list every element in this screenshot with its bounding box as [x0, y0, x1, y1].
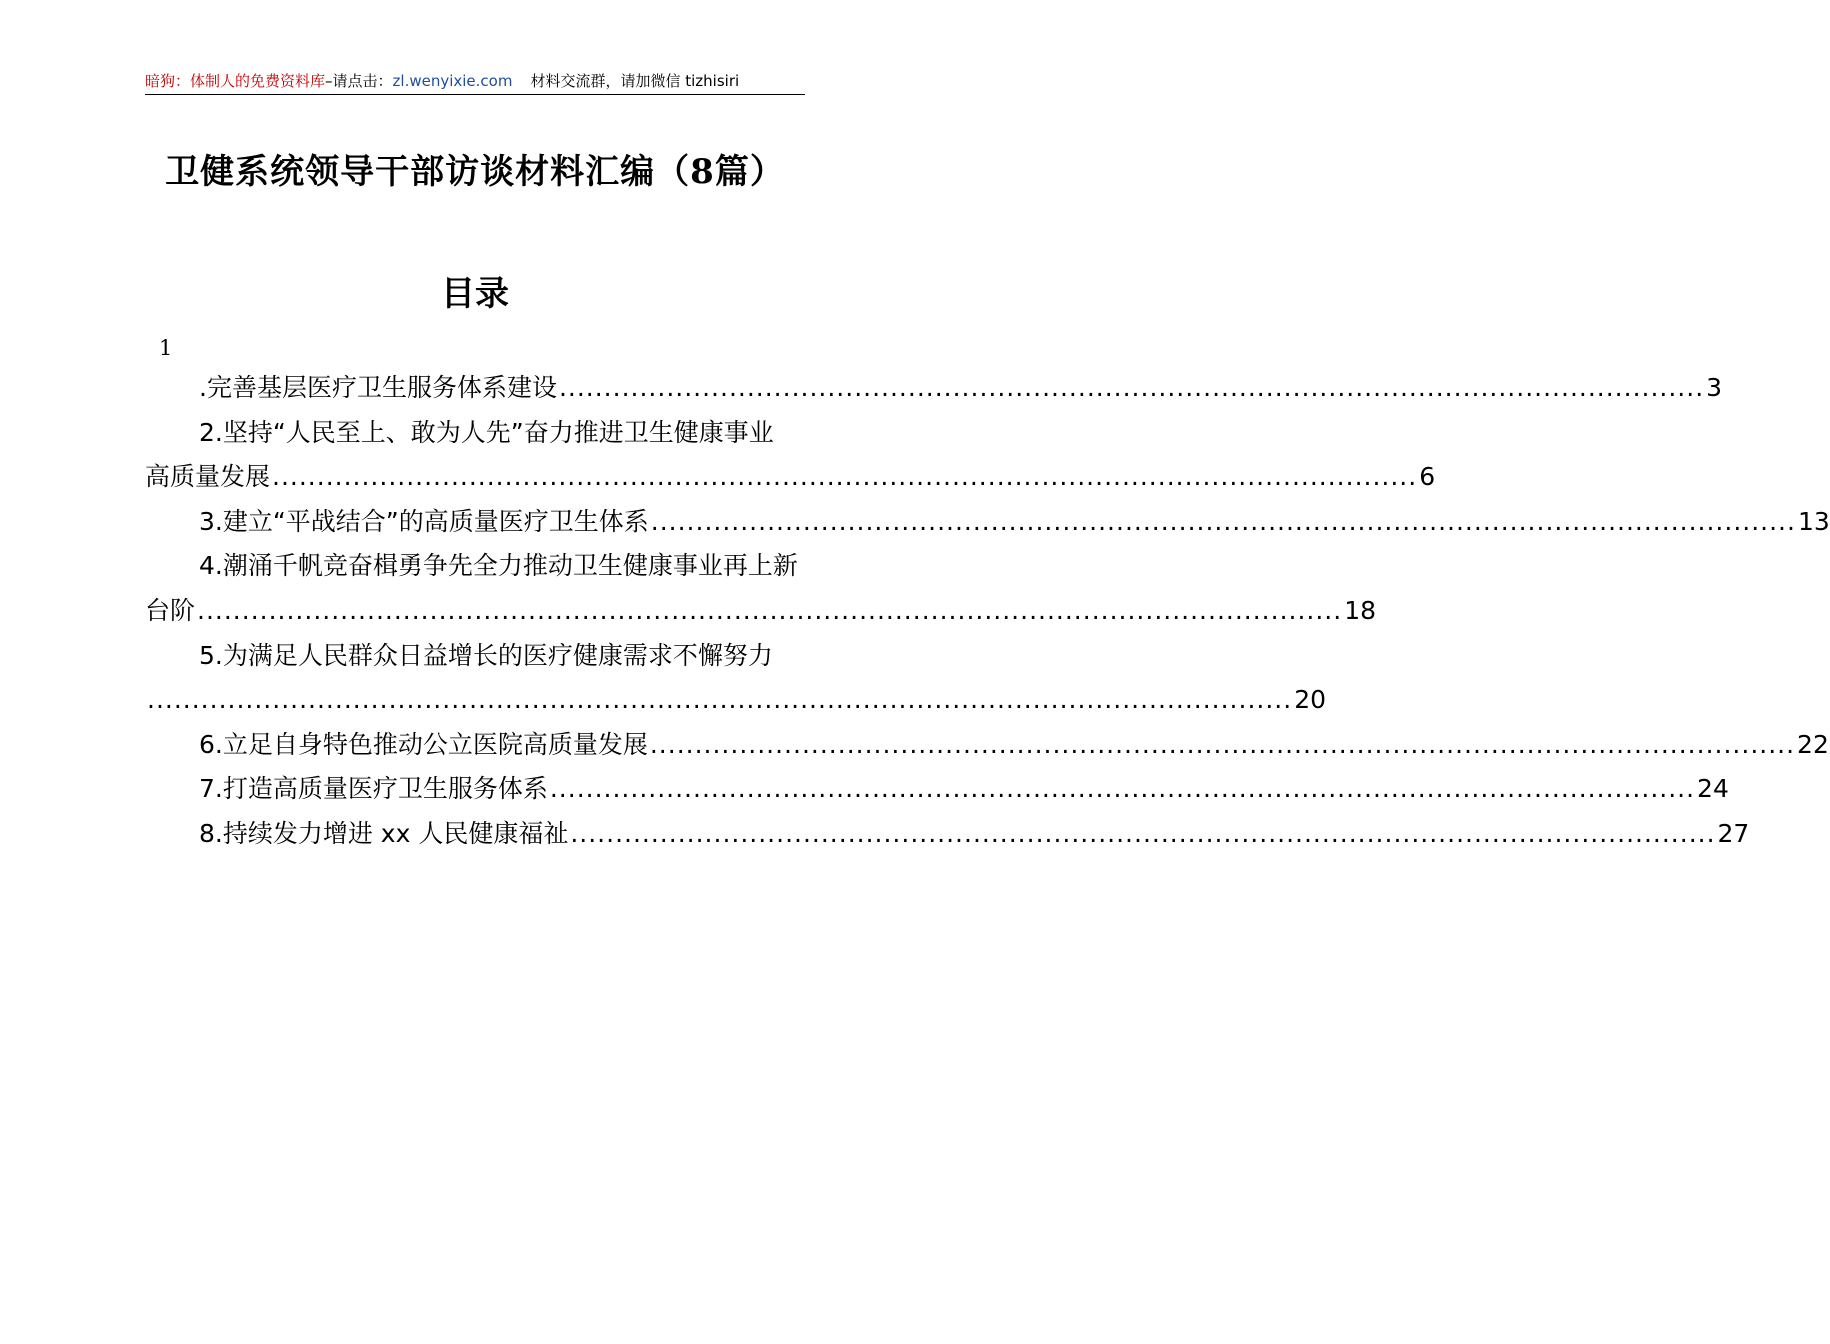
- toc-item-1-number: 1: [159, 336, 173, 360]
- toc-item-4-title-line2: 台阶: [145, 595, 196, 625]
- toc-item-8-title: 8.持续发力增进 xx 人民健康福祉: [199, 818, 569, 848]
- leader-dots: ................................................................................................................................: [570, 818, 1716, 848]
- leader-dots: ................................................................................................................................: [558, 373, 1705, 402]
- toc-item-5-cont[interactable]: [145, 678, 1326, 723]
- toc-item-6[interactable]: [145, 723, 1829, 768]
- toc-item-4[interactable]: [145, 544, 805, 589]
- toc-item-7-title: 7.打造高质量医疗卫生服务体系: [199, 774, 548, 804]
- toc-item-4-page: 18: [1344, 595, 1377, 625]
- toc-item-5-title: 5.为满足人民群众日益增长的医疗健康需求不懈努力: [199, 640, 773, 670]
- toc-item-6-page: 22: [1797, 729, 1829, 759]
- toc-item-7-page: 24: [1697, 774, 1729, 804]
- toc-item-8-page: 27: [1717, 818, 1750, 848]
- toc-item-7[interactable]: [145, 767, 1729, 812]
- toc-item-4-cont[interactable]: [145, 589, 1377, 634]
- leader-dots: ................................................................................................................................: [649, 729, 1796, 759]
- toc-item-2-cont[interactable]: [145, 455, 1436, 500]
- toc-item-2-page: 6: [1419, 462, 1436, 492]
- table-of-contents: [145, 330, 1830, 857]
- leader-dots: ................................................................................................................................: [549, 774, 1696, 804]
- leader-dots: ................................................................................................................................: [272, 462, 1418, 492]
- header-link[interactable]: zl.wenyixie.com: [392, 72, 513, 90]
- toc-item-1[interactable]: [145, 366, 1723, 411]
- leader-dots: ................................................................................................................................: [197, 595, 1343, 625]
- toc-item-5-page: 20: [1294, 685, 1326, 715]
- document-title: 卫健系统领导干部访谈材料汇编（8篇）: [165, 152, 785, 192]
- toc-item-3-page: 13: [1797, 506, 1830, 536]
- toc-item-6-title: 6.立足自身特色推动公立医院高质量发展: [199, 729, 648, 759]
- header-wechat-text: 材料交流群，请加微信 tizhisiri: [530, 72, 740, 90]
- page-header: [145, 68, 805, 95]
- toc-item-2-title-line1: 2.坚持“人民至上、敢为人先”奋力推进卫生健康事业: [199, 417, 774, 447]
- toc-item-2-title-line2: 高质量发展: [145, 462, 271, 492]
- header-promo-text: 暗狗：体制人的免费资料库: [145, 72, 326, 90]
- leader-dots: ................................................................................................................................: [147, 685, 1293, 715]
- toc-item-5[interactable]: [145, 634, 805, 679]
- header-click-prompt: –请点击：: [325, 72, 393, 90]
- toc-item-1-title: .完善基层医疗卫生服务体系建设: [199, 373, 557, 402]
- toc-item-3-title: 3.建立“平战结合”的高质量医疗卫生体系: [199, 506, 649, 536]
- leader-dots: ................................................................................................................................: [650, 506, 1796, 536]
- toc-item-8[interactable]: [145, 812, 1750, 857]
- toc-item-4-title-line1: 4.潮涌千帆竞奋楫勇争先全力推动卫生健康事业再上新: [199, 551, 798, 581]
- toc-item-3[interactable]: [145, 500, 1830, 545]
- toc-heading: 目录: [441, 274, 509, 314]
- toc-item-1-page: 3: [1706, 373, 1723, 402]
- toc-item-2[interactable]: [145, 411, 805, 456]
